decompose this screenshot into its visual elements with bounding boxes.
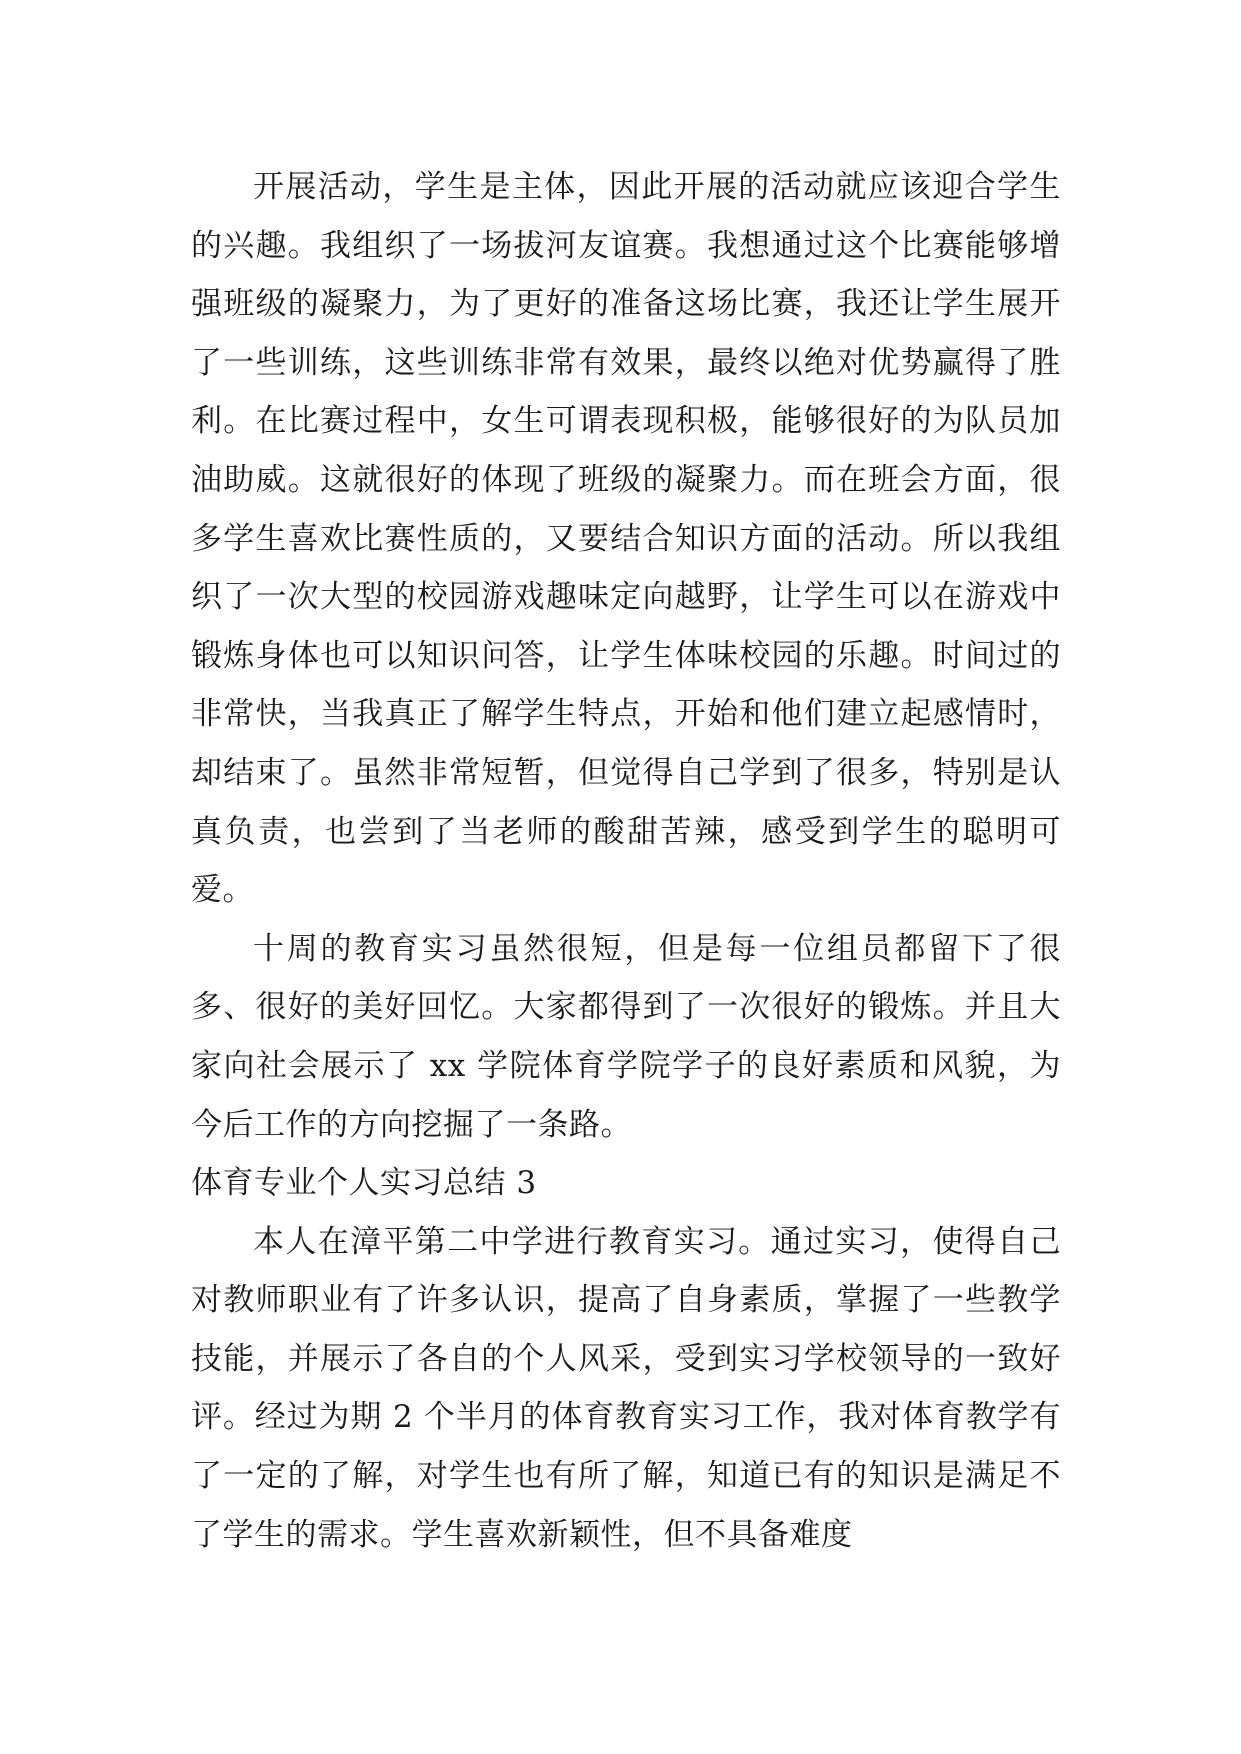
section-heading: 体育专业个人实习总结 3 [191, 1165, 537, 1202]
paragraph-activities: 开展活动，学生是主体，因此开展的活动就应该迎合学生的兴趣。我组织了一场拔河友谊赛。我想通过这个比赛能够增强班级的凝聚力，为了更好的准备这场比赛，我还让学生展开了一些训练，这些训练非常有效果，最终以绝对优势赢得了胜利。在比赛过程中，女生可谓表现积极，能够很好的为队员加油助威。这就很好的体现了班级的凝聚力。而在班会方面，很多学生喜欢比赛性质的，又要结合知识方面的活动。所以我组织了一次大型的校园游戏趣味定向越野，让学生可以在游戏中锻炼身体也可以知识问答，让学生体味校园的乐趣。时间过的非常快，当我真正了解学生特点，开始和他们建立起感情时，却结束了。虽然非常短暂，但觉得自己学到了很多，特别是认真负责，也尝到了当老师的酸甜苦辣，感受到学生的聪明可爱。 [191, 169, 1061, 909]
document-body [191, 158, 1061, 1564]
paragraph-section-intro: 本人在漳平第二中学进行教育实习。通过实习，使得自己对教师职业有了许多认识，提高了自身素质，掌握了一些教学技能，并展示了各自的个人风采，受到实习学校领导的一致好评。经过为期 2 个半月的体育教育实习工作，我对体育教学有了一定的了解，对学生也有所了解，知道已有的知识是满足不了学生的需求。学生喜欢新颖性，但不具备难度 [191, 1223, 1061, 1553]
paragraph-internship-summary: 十周的教育实习虽然很短，但是每一位组员都留下了很多、很好的美好回忆。大家都得到了一次很好的锻炼。并且大家向社会展示了 xx 学院体育学院学子的良好素质和风貌，为今后工作的方向挖掘了一条路。 [191, 930, 1061, 1143]
